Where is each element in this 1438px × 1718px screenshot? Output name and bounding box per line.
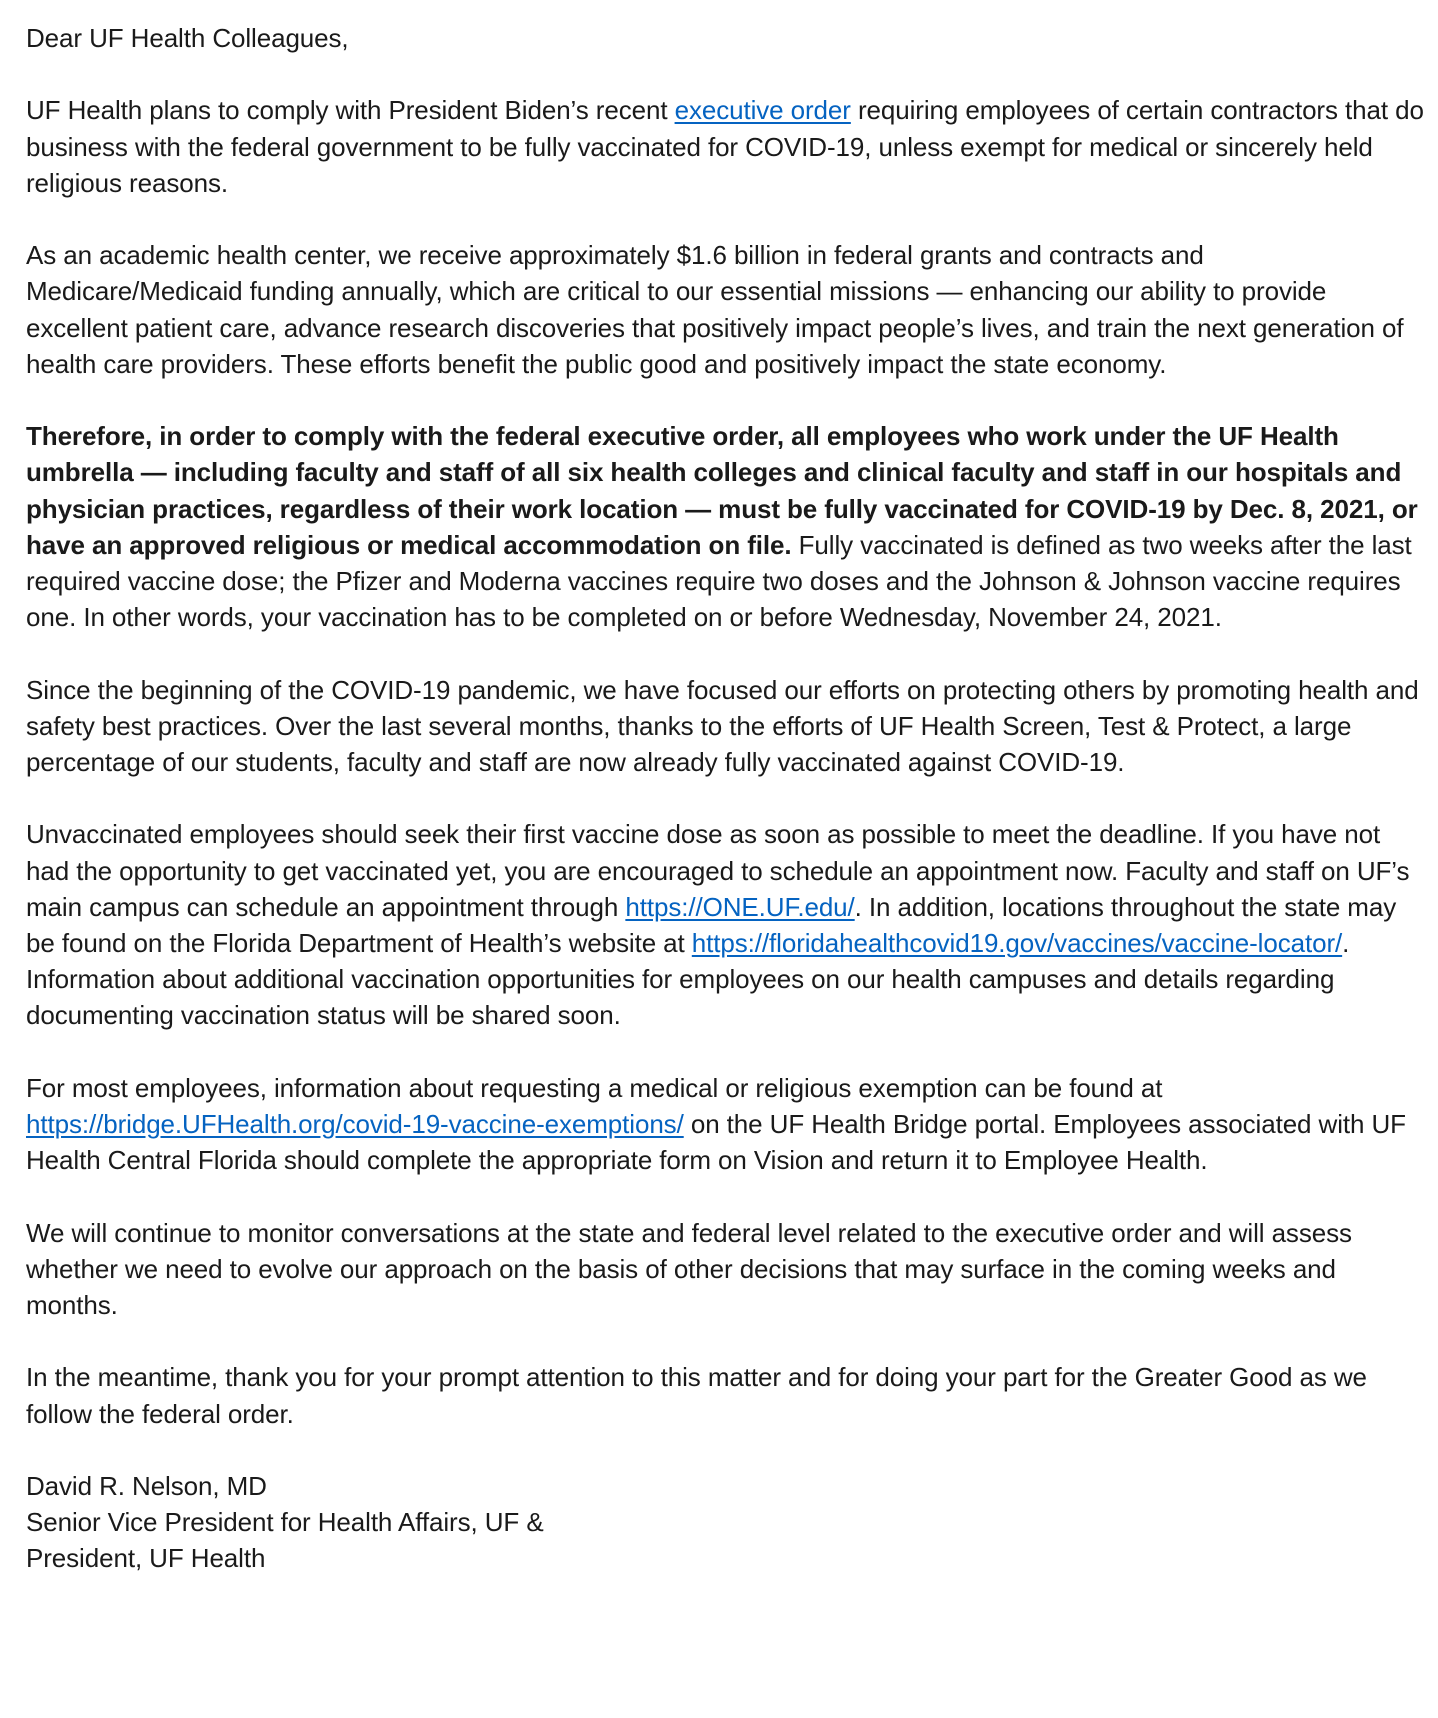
- one-uf-link[interactable]: https://ONE.UF.edu/: [625, 891, 855, 922]
- paragraph-exemptions: [26, 1070, 1424, 1179]
- p5-text-part2: . In addition, locations throughout the state may be found on the Florida Department of Health’s website at: [26, 891, 1397, 958]
- p6-text-part2: on the UF Health Bridge portal. Employees associated with UF Health Central Florida should complete the appropriate form on Vision and return it to Employee Health.: [26, 1109, 1406, 1176]
- p3-text-regular: Fully vaccinated is defined as two weeks after the last required vaccine dose; the Pfizer and Moderna vaccines require two doses and the Johnson & Johnson vaccine requires one. In other words, your vaccination has to be completed on or before Wednesday, November 24, 2021.: [26, 529, 1412, 633]
- signature-title-line-1: Senior Vice President for Health Affairs, UF &: [26, 1507, 544, 1538]
- paragraph-federal-funding: As an academic health center, we receive approximately $1.6 billion in federal grants and contracts and Medicare/Medicaid funding annually, which are critical to our essential missions — enhancing our ability to provide excellent patient care, advance research discoveries that positively impact people’s lives, and train the next generation of health care providers. These efforts benefit the public good and positively impact the state economy.: [26, 240, 1404, 379]
- signature-name: David R. Nelson, MD: [26, 1470, 267, 1501]
- vaccine-locator-link[interactable]: https://floridahealthcovid19.gov/vaccines/vaccine-locator/: [691, 928, 1343, 958]
- greeting: Dear UF Health Colleagues,: [26, 23, 349, 53]
- p5-text-part3: . Information about additional vaccination opportunities for employees on our health campuses and details regarding documenting vaccination status will be shared soon.: [26, 928, 1350, 1031]
- p1-text-before: UF Health plans to comply with President Biden’s recent: [26, 95, 675, 126]
- paragraph-executive-order: [26, 92, 1424, 201]
- p1-text-after: requiring employees of certain contractors that do business with the federal government to be fully vaccinated for COVID-19, unless exempt for medical or sincerely held religious reasons.: [26, 95, 1424, 198]
- vaccine-exemptions-link[interactable]: https://bridge.UFHealth.org/covid-19-vaccine-exemptions/: [26, 1109, 684, 1139]
- paragraph-vaccination-requirement: [26, 418, 1424, 635]
- vaccination-deadline-bold: Therefore, in order to comply with the federal executive order, all employees who work under the UF Health umbrella — including faculty and staff of all six health colleges and clinical faculty and staff in our hospitals and physician practices, regardless of their work location — must be fully vaccinated for COVID-19 by Dec. 8, 2021, or have an approved religious or medical accommodation on file.: [26, 421, 1418, 560]
- signature-title-line-2: President, UF Health: [26, 1543, 266, 1574]
- p6-text-part1: For most employees, information about requesting a medical or religious exemption can be found at: [26, 1072, 1163, 1103]
- p5-text-part1: Unvaccinated employees should seek their first vaccine dose as soon as possible to meet the deadline. If you have not had the opportunity to get vaccinated yet, you are encouraged to schedule an appointment now. Faculty and staff on UF’s main campus can schedule an appointment through: [26, 819, 1410, 922]
- paragraph-closing: In the meantime, thank you for your prompt attention to this matter and for doing your part for the Greater Good as we follow the federal order.: [26, 1362, 1367, 1429]
- paragraph-monitoring: We will continue to monitor conversations at the state and federal level related to the executive order and will assess whether we need to evolve our approach on the basis of other decisions that may surface in the coming weeks and months.: [26, 1217, 1352, 1320]
- signature-block: [26, 1468, 1424, 1577]
- paragraph-unvaccinated-employees: [26, 816, 1424, 1033]
- executive-order-link[interactable]: executive order: [674, 95, 851, 126]
- paragraph-pandemic-efforts: Since the beginning of the COVID-19 pandemic, we have focused our efforts on protecting others by promoting health and safety best practices. Over the last several months, thanks to the efforts of UF Health Screen, Test & Protect, a large percentage of our students, faculty and staff are now already fully vaccinated against COVID-19.: [26, 674, 1419, 777]
